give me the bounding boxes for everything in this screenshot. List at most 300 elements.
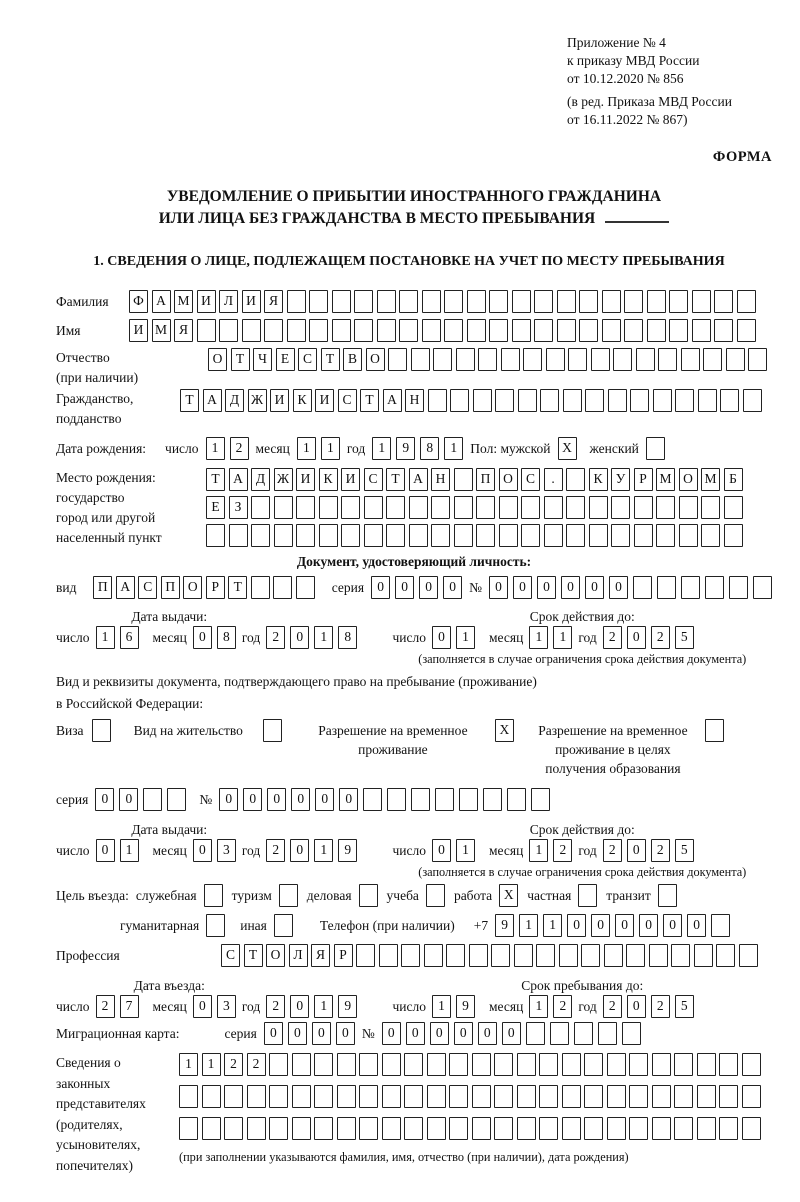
form-cell[interactable] [319, 524, 338, 547]
form-cell[interactable] [568, 348, 587, 371]
form-cell[interactable]: А [116, 576, 135, 599]
form-cell[interactable] [427, 1053, 446, 1076]
form-cell[interactable] [589, 524, 608, 547]
form-cell[interactable] [354, 290, 373, 313]
form-cell[interactable] [273, 576, 292, 599]
form-cell[interactable] [377, 290, 396, 313]
form-cell[interactable] [274, 496, 293, 519]
form-cell[interactable] [726, 348, 745, 371]
form-cell[interactable] [624, 319, 643, 342]
form-cell[interactable]: О [266, 944, 285, 967]
form-cell[interactable] [401, 944, 420, 967]
form-cell[interactable]: 1 [529, 839, 548, 862]
form-cell[interactable] [319, 496, 338, 519]
form-cell[interactable]: О [679, 468, 698, 491]
form-cell[interactable] [363, 788, 382, 811]
form-cell[interactable] [263, 719, 282, 742]
form-cell[interactable] [179, 1117, 198, 1140]
form-cell[interactable]: 2 [266, 626, 285, 649]
form-cell[interactable] [719, 1117, 738, 1140]
form-cell[interactable]: . [544, 468, 563, 491]
form-cell[interactable] [206, 914, 225, 937]
form-cell[interactable] [489, 319, 508, 342]
form-cell[interactable]: Р [206, 576, 225, 599]
form-cell[interactable] [634, 496, 653, 519]
form-cell[interactable]: Н [405, 389, 424, 412]
form-cell[interactable] [557, 290, 576, 313]
form-cell[interactable] [729, 576, 748, 599]
form-cell[interactable]: Я [174, 319, 193, 342]
form-cell[interactable] [534, 290, 553, 313]
form-cell[interactable]: Ж [248, 389, 267, 412]
form-cell[interactable]: 2 [553, 995, 572, 1018]
form-cell[interactable]: 3 [217, 995, 236, 1018]
form-cell[interactable]: 1 [444, 437, 463, 460]
form-cell[interactable] [269, 1085, 288, 1108]
form-cell[interactable]: И [341, 468, 360, 491]
form-cell[interactable] [314, 1117, 333, 1140]
form-cell[interactable] [742, 1117, 761, 1140]
form-cell[interactable] [494, 1085, 513, 1108]
form-cell[interactable] [449, 1117, 468, 1140]
form-cell[interactable] [202, 1085, 221, 1108]
form-cell[interactable] [629, 1085, 648, 1108]
form-cell[interactable] [539, 1117, 558, 1140]
form-cell[interactable] [521, 496, 540, 519]
form-cell[interactable]: 0 [193, 995, 212, 1018]
form-cell[interactable] [584, 1117, 603, 1140]
form-cell[interactable]: 1 [314, 839, 333, 862]
form-cell[interactable] [399, 290, 418, 313]
form-cell[interactable] [332, 290, 351, 313]
form-cell[interactable]: П [476, 468, 495, 491]
form-cell[interactable]: 2 [266, 995, 285, 1018]
form-cell[interactable] [624, 290, 643, 313]
form-cell[interactable]: 0 [336, 1022, 355, 1045]
form-cell[interactable] [427, 1117, 446, 1140]
form-cell[interactable] [404, 1053, 423, 1076]
form-cell[interactable] [450, 389, 469, 412]
form-cell[interactable]: 9 [338, 839, 357, 862]
form-cell[interactable] [469, 944, 488, 967]
form-cell[interactable] [337, 1117, 356, 1140]
form-cell[interactable]: 9 [338, 995, 357, 1018]
form-cell[interactable] [649, 944, 668, 967]
form-cell[interactable]: 1 [321, 437, 340, 460]
form-cell[interactable] [608, 389, 627, 412]
form-cell[interactable]: Ж [274, 468, 293, 491]
form-cell[interactable] [716, 944, 735, 967]
form-cell[interactable]: Т [228, 576, 247, 599]
form-cell[interactable] [669, 319, 688, 342]
form-cell[interactable] [652, 1085, 671, 1108]
form-cell[interactable] [626, 944, 645, 967]
form-cell[interactable] [382, 1085, 401, 1108]
form-cell[interactable]: 1 [456, 839, 475, 862]
form-cell[interactable]: И [242, 290, 261, 313]
form-cell[interactable]: 0 [432, 626, 451, 649]
form-cell[interactable]: 2 [651, 995, 670, 1018]
form-cell[interactable]: 0 [591, 914, 610, 937]
form-cell[interactable] [359, 884, 378, 907]
form-cell[interactable] [404, 1085, 423, 1108]
form-cell[interactable]: 1 [202, 1053, 221, 1076]
form-cell[interactable]: 8 [338, 626, 357, 649]
form-cell[interactable] [247, 1117, 266, 1140]
form-cell[interactable] [143, 788, 162, 811]
form-cell[interactable]: 0 [219, 788, 238, 811]
form-cell[interactable] [563, 389, 582, 412]
form-cell[interactable]: 0 [315, 788, 334, 811]
form-cell[interactable] [634, 524, 653, 547]
form-cell[interactable] [287, 319, 306, 342]
form-cell[interactable] [382, 1053, 401, 1076]
form-cell[interactable]: 0 [513, 576, 532, 599]
form-cell[interactable] [607, 1053, 626, 1076]
form-cell[interactable] [92, 719, 111, 742]
form-cell[interactable]: 8 [420, 437, 439, 460]
form-cell[interactable] [658, 348, 677, 371]
form-cell[interactable]: 2 [230, 437, 249, 460]
form-cell[interactable] [517, 1117, 536, 1140]
form-cell[interactable] [341, 496, 360, 519]
form-cell[interactable] [386, 524, 405, 547]
form-cell[interactable]: 0 [561, 576, 580, 599]
form-cell[interactable] [279, 884, 298, 907]
form-cell[interactable] [409, 524, 428, 547]
form-cell[interactable] [197, 319, 216, 342]
form-cell[interactable] [426, 884, 445, 907]
form-cell[interactable] [224, 1117, 243, 1140]
form-cell[interactable] [607, 1085, 626, 1108]
form-cell[interactable] [562, 1053, 581, 1076]
form-cell[interactable] [739, 944, 758, 967]
form-cell[interactable]: Л [219, 290, 238, 313]
form-cell[interactable]: 0 [419, 576, 438, 599]
form-cell[interactable] [578, 884, 597, 907]
form-cell[interactable] [753, 576, 772, 599]
form-cell[interactable] [703, 348, 722, 371]
form-cell[interactable] [483, 788, 502, 811]
form-cell[interactable] [579, 319, 598, 342]
form-cell[interactable]: 1 [314, 626, 333, 649]
form-cell[interactable]: Б [724, 468, 743, 491]
form-cell[interactable] [697, 1085, 716, 1108]
form-cell[interactable] [309, 290, 328, 313]
form-cell[interactable] [674, 1085, 693, 1108]
form-cell[interactable] [737, 319, 756, 342]
form-cell[interactable]: Т [360, 389, 379, 412]
form-cell[interactable]: Д [225, 389, 244, 412]
form-cell[interactable] [622, 1022, 641, 1045]
form-cell[interactable] [251, 496, 270, 519]
form-cell[interactable]: 3 [217, 839, 236, 862]
form-cell[interactable] [737, 290, 756, 313]
form-cell[interactable]: 2 [603, 995, 622, 1018]
form-cell[interactable]: Я [264, 290, 283, 313]
form-cell[interactable]: О [183, 576, 202, 599]
form-cell[interactable] [526, 1022, 545, 1045]
form-cell[interactable] [314, 1053, 333, 1076]
form-cell[interactable]: 1 [96, 626, 115, 649]
form-cell[interactable]: X [558, 437, 577, 460]
form-cell[interactable] [540, 389, 559, 412]
form-cell[interactable]: 0 [489, 576, 508, 599]
form-cell[interactable] [478, 348, 497, 371]
form-cell[interactable] [697, 1117, 716, 1140]
form-cell[interactable] [681, 576, 700, 599]
form-cell[interactable] [269, 1117, 288, 1140]
form-cell[interactable] [584, 1053, 603, 1076]
form-cell[interactable] [604, 944, 623, 967]
form-cell[interactable] [694, 944, 713, 967]
form-cell[interactable] [562, 1117, 581, 1140]
form-cell[interactable]: 1 [179, 1053, 198, 1076]
form-cell[interactable]: С [338, 389, 357, 412]
form-cell[interactable]: М [701, 468, 720, 491]
form-cell[interactable] [388, 348, 407, 371]
form-cell[interactable]: У [611, 468, 630, 491]
form-cell[interactable] [274, 914, 293, 937]
form-cell[interactable] [435, 788, 454, 811]
form-cell[interactable]: С [221, 944, 240, 967]
form-cell[interactable]: 1 [529, 626, 548, 649]
form-cell[interactable] [724, 496, 743, 519]
form-cell[interactable] [341, 524, 360, 547]
form-cell[interactable] [550, 1022, 569, 1045]
form-cell[interactable] [229, 524, 248, 547]
form-cell[interactable] [364, 524, 383, 547]
form-cell[interactable]: 2 [266, 839, 285, 862]
form-cell[interactable]: 0 [502, 1022, 521, 1045]
form-cell[interactable] [399, 319, 418, 342]
form-cell[interactable] [657, 576, 676, 599]
form-cell[interactable]: В [343, 348, 362, 371]
form-cell[interactable] [566, 496, 585, 519]
form-cell[interactable] [697, 1053, 716, 1076]
form-cell[interactable]: 0 [193, 626, 212, 649]
form-cell[interactable]: 0 [609, 576, 628, 599]
form-cell[interactable] [292, 1117, 311, 1140]
form-cell[interactable] [354, 319, 373, 342]
form-cell[interactable] [494, 1117, 513, 1140]
form-cell[interactable]: Т [244, 944, 263, 967]
form-cell[interactable]: С [364, 468, 383, 491]
form-cell[interactable]: 6 [120, 626, 139, 649]
form-cell[interactable]: С [521, 468, 540, 491]
form-cell[interactable] [585, 389, 604, 412]
form-cell[interactable] [557, 319, 576, 342]
form-cell[interactable] [296, 524, 315, 547]
form-cell[interactable] [607, 1117, 626, 1140]
form-cell[interactable] [681, 348, 700, 371]
form-cell[interactable] [314, 1085, 333, 1108]
form-cell[interactable] [202, 1117, 221, 1140]
form-cell[interactable] [264, 319, 283, 342]
form-cell[interactable] [446, 944, 465, 967]
form-cell[interactable] [714, 319, 733, 342]
form-cell[interactable]: 0 [639, 914, 658, 937]
form-cell[interactable]: И [315, 389, 334, 412]
form-cell[interactable] [274, 524, 293, 547]
form-cell[interactable] [167, 788, 186, 811]
form-cell[interactable] [517, 1053, 536, 1076]
form-cell[interactable] [449, 1053, 468, 1076]
form-cell[interactable]: 0 [291, 788, 310, 811]
form-cell[interactable]: 0 [478, 1022, 497, 1045]
form-cell[interactable]: Е [206, 496, 225, 519]
form-cell[interactable] [692, 319, 711, 342]
form-cell[interactable] [224, 1085, 243, 1108]
form-cell[interactable] [359, 1117, 378, 1140]
form-cell[interactable]: З [229, 496, 248, 519]
form-cell[interactable] [332, 319, 351, 342]
form-cell[interactable] [428, 389, 447, 412]
form-cell[interactable]: 2 [553, 839, 572, 862]
form-cell[interactable] [679, 524, 698, 547]
form-cell[interactable]: М [656, 468, 675, 491]
form-cell[interactable] [656, 496, 675, 519]
form-cell[interactable]: И [129, 319, 148, 342]
form-cell[interactable]: 0 [585, 576, 604, 599]
form-cell[interactable]: 0 [687, 914, 706, 937]
form-cell[interactable]: 9 [495, 914, 514, 937]
form-cell[interactable] [251, 524, 270, 547]
form-cell[interactable] [494, 1053, 513, 1076]
form-cell[interactable]: 0 [290, 626, 309, 649]
form-cell[interactable] [287, 290, 306, 313]
form-cell[interactable]: Н [431, 468, 450, 491]
form-cell[interactable] [669, 290, 688, 313]
form-cell[interactable] [387, 788, 406, 811]
form-cell[interactable] [719, 1053, 738, 1076]
form-cell[interactable] [602, 290, 621, 313]
form-cell[interactable] [647, 290, 666, 313]
form-cell[interactable] [646, 437, 665, 460]
form-cell[interactable]: И [197, 290, 216, 313]
form-cell[interactable]: Р [334, 944, 353, 967]
form-cell[interactable] [521, 524, 540, 547]
form-cell[interactable]: Д [251, 468, 270, 491]
form-cell[interactable] [377, 319, 396, 342]
form-cell[interactable]: Ч [253, 348, 272, 371]
form-cell[interactable]: К [319, 468, 338, 491]
form-cell[interactable]: Т [321, 348, 340, 371]
form-cell[interactable] [491, 944, 510, 967]
form-cell[interactable]: К [589, 468, 608, 491]
form-cell[interactable] [613, 348, 632, 371]
form-cell[interactable] [359, 1053, 378, 1076]
form-cell[interactable] [456, 348, 475, 371]
form-cell[interactable] [411, 788, 430, 811]
form-cell[interactable] [467, 290, 486, 313]
form-cell[interactable] [675, 389, 694, 412]
form-cell[interactable]: 0 [615, 914, 634, 937]
form-cell[interactable]: 0 [193, 839, 212, 862]
form-cell[interactable] [611, 524, 630, 547]
form-cell[interactable] [514, 944, 533, 967]
form-cell[interactable] [591, 348, 610, 371]
form-cell[interactable] [292, 1053, 311, 1076]
form-cell[interactable]: 5 [675, 839, 694, 862]
form-cell[interactable]: 0 [267, 788, 286, 811]
form-cell[interactable]: 1 [432, 995, 451, 1018]
form-cell[interactable] [701, 496, 720, 519]
form-cell[interactable] [499, 524, 518, 547]
form-cell[interactable]: 0 [264, 1022, 283, 1045]
form-cell[interactable] [630, 389, 649, 412]
form-cell[interactable] [598, 1022, 617, 1045]
form-cell[interactable]: 0 [443, 576, 462, 599]
form-cell[interactable] [379, 944, 398, 967]
form-cell[interactable] [566, 468, 585, 491]
form-cell[interactable] [748, 348, 767, 371]
form-cell[interactable]: 1 [314, 995, 333, 1018]
form-cell[interactable]: 2 [603, 626, 622, 649]
form-cell[interactable]: П [161, 576, 180, 599]
form-cell[interactable] [584, 1085, 603, 1108]
form-cell[interactable]: М [174, 290, 193, 313]
form-cell[interactable] [724, 524, 743, 547]
form-cell[interactable] [562, 1085, 581, 1108]
form-cell[interactable]: К [293, 389, 312, 412]
form-cell[interactable]: 0 [95, 788, 114, 811]
form-cell[interactable] [698, 389, 717, 412]
form-cell[interactable] [296, 576, 315, 599]
form-cell[interactable] [454, 496, 473, 519]
form-cell[interactable]: Т [386, 468, 405, 491]
form-cell[interactable]: П [93, 576, 112, 599]
form-cell[interactable] [431, 524, 450, 547]
form-cell[interactable]: О [208, 348, 227, 371]
form-cell[interactable]: 2 [224, 1053, 243, 1076]
form-cell[interactable] [242, 319, 261, 342]
form-cell[interactable] [206, 524, 225, 547]
form-cell[interactable] [574, 1022, 593, 1045]
form-cell[interactable]: 2 [247, 1053, 266, 1076]
form-cell[interactable]: 9 [456, 995, 475, 1018]
form-cell[interactable] [629, 1117, 648, 1140]
form-cell[interactable]: 0 [288, 1022, 307, 1045]
form-cell[interactable] [247, 1085, 266, 1108]
form-cell[interactable] [652, 1117, 671, 1140]
form-cell[interactable] [427, 1085, 446, 1108]
form-cell[interactable]: 9 [396, 437, 415, 460]
form-cell[interactable] [633, 576, 652, 599]
form-cell[interactable] [251, 576, 270, 599]
form-cell[interactable] [742, 1085, 761, 1108]
form-cell[interactable] [539, 1085, 558, 1108]
form-cell[interactable]: 1 [297, 437, 316, 460]
form-cell[interactable] [518, 389, 537, 412]
form-cell[interactable]: Л [289, 944, 308, 967]
form-cell[interactable] [179, 1085, 198, 1108]
form-cell[interactable] [501, 348, 520, 371]
form-cell[interactable] [544, 496, 563, 519]
form-cell[interactable] [705, 719, 724, 742]
form-cell[interactable]: 1 [206, 437, 225, 460]
form-cell[interactable] [674, 1117, 693, 1140]
form-cell[interactable]: 0 [371, 576, 390, 599]
form-cell[interactable] [512, 319, 531, 342]
form-cell[interactable]: Т [206, 468, 225, 491]
form-cell[interactable] [517, 1085, 536, 1108]
form-cell[interactable] [473, 389, 492, 412]
form-cell[interactable]: С [298, 348, 317, 371]
form-cell[interactable] [719, 1085, 738, 1108]
form-cell[interactable] [674, 1053, 693, 1076]
form-cell[interactable] [444, 319, 463, 342]
